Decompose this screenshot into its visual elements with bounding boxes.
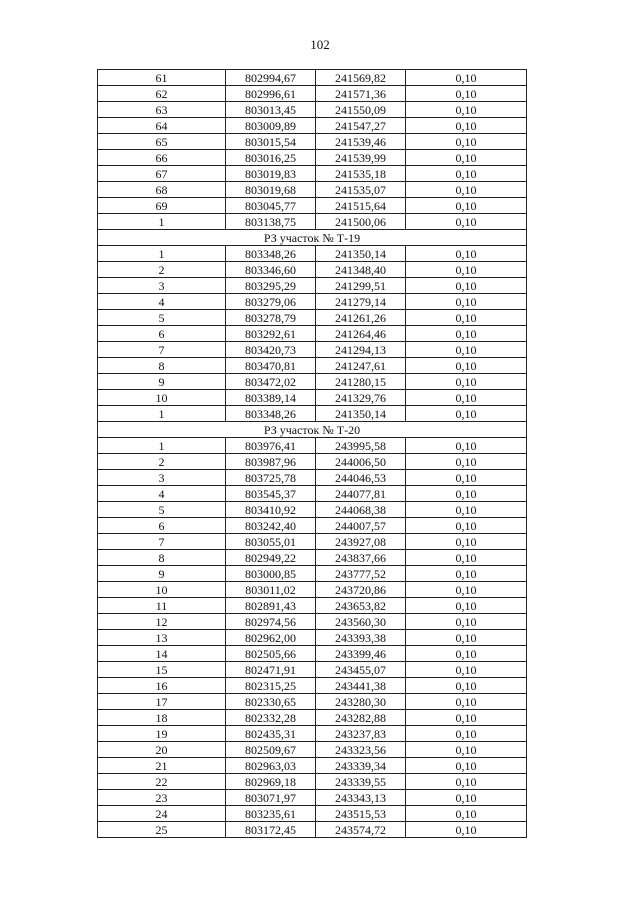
page-number: 102: [310, 37, 330, 52]
coordinate-y: 243995,58: [316, 438, 406, 454]
point-number: 2: [98, 454, 226, 470]
point-number: 5: [98, 310, 226, 326]
table-row: [98, 134, 527, 150]
point-number: 15: [98, 662, 226, 678]
coordinate-y: 243280,30: [316, 694, 406, 710]
point-number: 6: [98, 326, 226, 342]
table-row: [98, 646, 527, 662]
point-number: 8: [98, 358, 226, 374]
accuracy-value: 0,10: [406, 374, 527, 390]
coordinate-y: 243455,07: [316, 662, 406, 678]
accuracy-value: 0,10: [406, 486, 527, 502]
table-row: [98, 70, 527, 86]
point-number: 1: [98, 214, 226, 230]
accuracy-value: 0,10: [406, 454, 527, 470]
coordinate-y: 241329,76: [316, 390, 406, 406]
point-number: 19: [98, 726, 226, 742]
point-number: 10: [98, 582, 226, 598]
coordinate-y: 243339,34: [316, 758, 406, 774]
accuracy-value: 0,10: [406, 502, 527, 518]
point-number: 2: [98, 262, 226, 278]
accuracy-value: 0,10: [406, 742, 527, 758]
table-row: [98, 118, 527, 134]
point-number: 10: [98, 390, 226, 406]
coordinate-y: 241350,14: [316, 246, 406, 262]
accuracy-value: 0,10: [406, 662, 527, 678]
accuracy-value: 0,10: [406, 390, 527, 406]
coordinate-x: 802505,66: [226, 646, 316, 662]
coordinate-y: 243323,56: [316, 742, 406, 758]
coordinate-x: 802330,65: [226, 694, 316, 710]
table-row: [98, 822, 527, 838]
point-number: 13: [98, 630, 226, 646]
section-header: РЗ участок № Т-20: [98, 422, 527, 438]
point-number: 5: [98, 502, 226, 518]
coordinate-y: 244006,50: [316, 454, 406, 470]
table-row: [98, 278, 527, 294]
accuracy-value: 0,10: [406, 166, 527, 182]
coordinate-x: 803055,01: [226, 534, 316, 550]
table-row: [98, 582, 527, 598]
coordinate-y: 243339,55: [316, 774, 406, 790]
table-row: [98, 182, 527, 198]
point-number: 25: [98, 822, 226, 838]
table-row: [98, 374, 527, 390]
coordinate-x: 802963,03: [226, 758, 316, 774]
table-row: [98, 406, 527, 422]
coordinate-y: 241535,18: [316, 166, 406, 182]
accuracy-value: 0,10: [406, 550, 527, 566]
point-number: 9: [98, 374, 226, 390]
table-row: [98, 534, 527, 550]
table-row: [98, 790, 527, 806]
accuracy-value: 0,10: [406, 534, 527, 550]
coordinates-table-body: [98, 70, 527, 838]
accuracy-value: 0,10: [406, 102, 527, 118]
coordinate-x: 803242,40: [226, 518, 316, 534]
table-row: [98, 502, 527, 518]
point-number: 12: [98, 614, 226, 630]
coordinate-x: 803172,45: [226, 822, 316, 838]
section-header-row: [98, 230, 527, 246]
point-number: 1: [98, 406, 226, 422]
coordinate-x: 803013,45: [226, 102, 316, 118]
accuracy-value: 0,10: [406, 646, 527, 662]
coordinate-x: 803278,79: [226, 310, 316, 326]
table-row: [98, 342, 527, 358]
accuracy-value: 0,10: [406, 566, 527, 582]
coordinate-x: 803015,54: [226, 134, 316, 150]
accuracy-value: 0,10: [406, 790, 527, 806]
section-header-row: [98, 422, 527, 438]
table-row: [98, 262, 527, 278]
point-number: 14: [98, 646, 226, 662]
coordinate-x: 803011,02: [226, 582, 316, 598]
point-number: 4: [98, 294, 226, 310]
coordinate-x: 802969,18: [226, 774, 316, 790]
coordinate-y: 243441,38: [316, 678, 406, 694]
table-row: [98, 742, 527, 758]
coordinate-y: 241571,36: [316, 86, 406, 102]
coordinate-y: 243343,13: [316, 790, 406, 806]
coordinate-x: 803389,14: [226, 390, 316, 406]
coordinate-x: 803138,75: [226, 214, 316, 230]
accuracy-value: 0,10: [406, 342, 527, 358]
accuracy-value: 0,10: [406, 150, 527, 166]
point-number: 3: [98, 278, 226, 294]
table-row: [98, 358, 527, 374]
coordinate-x: 802471,91: [226, 662, 316, 678]
table-row: [98, 662, 527, 678]
coordinate-y: 241535,07: [316, 182, 406, 198]
point-number: 17: [98, 694, 226, 710]
table-row: [98, 806, 527, 822]
coordinate-y: 241539,46: [316, 134, 406, 150]
point-number: 23: [98, 790, 226, 806]
accuracy-value: 0,10: [406, 774, 527, 790]
point-number: 20: [98, 742, 226, 758]
point-number: 63: [98, 102, 226, 118]
accuracy-value: 0,10: [406, 598, 527, 614]
coordinate-x: 802962,00: [226, 630, 316, 646]
coordinate-x: 802891,43: [226, 598, 316, 614]
point-number: 67: [98, 166, 226, 182]
point-number: 9: [98, 566, 226, 582]
table-row: [98, 198, 527, 214]
table-row: [98, 726, 527, 742]
point-number: 21: [98, 758, 226, 774]
coordinate-x: 803016,25: [226, 150, 316, 166]
table-row: [98, 86, 527, 102]
coordinate-x: 803019,68: [226, 182, 316, 198]
accuracy-value: 0,10: [406, 726, 527, 742]
coordinate-y: 244068,38: [316, 502, 406, 518]
accuracy-value: 0,10: [406, 310, 527, 326]
point-number: 18: [98, 710, 226, 726]
coordinate-x: 802949,22: [226, 550, 316, 566]
table-row: [98, 598, 527, 614]
point-number: 7: [98, 534, 226, 550]
accuracy-value: 0,10: [406, 582, 527, 598]
table-row: [98, 454, 527, 470]
table-row: [98, 294, 527, 310]
coordinate-y: 243927,08: [316, 534, 406, 550]
table-row: [98, 166, 527, 182]
accuracy-value: 0,10: [406, 118, 527, 134]
coordinate-y: 244007,57: [316, 518, 406, 534]
coordinate-x: 803348,26: [226, 406, 316, 422]
point-number: 16: [98, 678, 226, 694]
accuracy-value: 0,10: [406, 470, 527, 486]
coordinate-y: 241261,26: [316, 310, 406, 326]
point-number: 6: [98, 518, 226, 534]
point-number: 1: [98, 438, 226, 454]
accuracy-value: 0,10: [406, 806, 527, 822]
table-row: [98, 758, 527, 774]
coordinate-y: 241294,13: [316, 342, 406, 358]
coordinate-y: 241279,14: [316, 294, 406, 310]
coordinate-x: 802332,28: [226, 710, 316, 726]
table-row: [98, 694, 527, 710]
coordinate-y: 243837,66: [316, 550, 406, 566]
coordinate-x: 802435,31: [226, 726, 316, 742]
coordinate-y: 241280,15: [316, 374, 406, 390]
coordinate-x: 803279,06: [226, 294, 316, 310]
coordinate-x: 802315,25: [226, 678, 316, 694]
coordinate-y: 243399,46: [316, 646, 406, 662]
coordinate-y: 243574,72: [316, 822, 406, 838]
point-number: 66: [98, 150, 226, 166]
coordinate-x: 803976,41: [226, 438, 316, 454]
coordinate-x: 803071,97: [226, 790, 316, 806]
coordinate-x: 803410,92: [226, 502, 316, 518]
accuracy-value: 0,10: [406, 198, 527, 214]
point-number: 11: [98, 598, 226, 614]
coordinate-x: 803009,89: [226, 118, 316, 134]
coordinate-y: 241547,27: [316, 118, 406, 134]
accuracy-value: 0,10: [406, 326, 527, 342]
table-row: [98, 326, 527, 342]
accuracy-value: 0,10: [406, 182, 527, 198]
accuracy-value: 0,10: [406, 518, 527, 534]
coordinate-x: 803420,73: [226, 342, 316, 358]
table-row: [98, 678, 527, 694]
coordinate-y: 241299,51: [316, 278, 406, 294]
coordinate-y: 244046,53: [316, 470, 406, 486]
table-row: [98, 566, 527, 582]
accuracy-value: 0,10: [406, 678, 527, 694]
point-number: 65: [98, 134, 226, 150]
coordinate-y: 241515,64: [316, 198, 406, 214]
table-row: [98, 102, 527, 118]
coordinate-y: 243777,52: [316, 566, 406, 582]
coordinate-y: 243237,83: [316, 726, 406, 742]
point-number: 62: [98, 86, 226, 102]
accuracy-value: 0,10: [406, 694, 527, 710]
coordinate-y: 241348,40: [316, 262, 406, 278]
coordinate-x: 803346,60: [226, 262, 316, 278]
coordinates-table: [97, 69, 527, 838]
accuracy-value: 0,10: [406, 614, 527, 630]
accuracy-value: 0,10: [406, 358, 527, 374]
coordinate-x: 802996,61: [226, 86, 316, 102]
accuracy-value: 0,10: [406, 214, 527, 230]
accuracy-value: 0,10: [406, 710, 527, 726]
coordinate-y: 243282,88: [316, 710, 406, 726]
coordinate-y: 244077,81: [316, 486, 406, 502]
coordinate-y: 243560,30: [316, 614, 406, 630]
point-number: 24: [98, 806, 226, 822]
coordinate-y: 241569,82: [316, 70, 406, 86]
coordinate-y: 241264,46: [316, 326, 406, 342]
point-number: 64: [98, 118, 226, 134]
coordinate-y: 243515,53: [316, 806, 406, 822]
coordinate-x: 803545,37: [226, 486, 316, 502]
accuracy-value: 0,10: [406, 822, 527, 838]
table-row: [98, 246, 527, 262]
point-number: 61: [98, 70, 226, 86]
accuracy-value: 0,10: [406, 438, 527, 454]
table-row: [98, 486, 527, 502]
table-row: [98, 710, 527, 726]
table-row: [98, 214, 527, 230]
coordinate-x: 803045,77: [226, 198, 316, 214]
coordinate-y: 241350,14: [316, 406, 406, 422]
coordinate-x: 803019,83: [226, 166, 316, 182]
accuracy-value: 0,10: [406, 758, 527, 774]
coordinate-x: 803470,81: [226, 358, 316, 374]
point-number: 68: [98, 182, 226, 198]
coordinate-x: 803295,29: [226, 278, 316, 294]
coordinate-x: 802994,67: [226, 70, 316, 86]
point-number: 4: [98, 486, 226, 502]
point-number: 3: [98, 470, 226, 486]
coordinate-x: 803235,61: [226, 806, 316, 822]
accuracy-value: 0,10: [406, 278, 527, 294]
section-header: РЗ участок № Т-19: [98, 230, 527, 246]
point-number: 7: [98, 342, 226, 358]
point-number: 69: [98, 198, 226, 214]
coordinate-y: 243393,38: [316, 630, 406, 646]
coordinate-y: 243720,86: [316, 582, 406, 598]
table-row: [98, 550, 527, 566]
accuracy-value: 0,10: [406, 294, 527, 310]
point-number: 22: [98, 774, 226, 790]
table-row: [98, 150, 527, 166]
coordinate-x: 803348,26: [226, 246, 316, 262]
accuracy-value: 0,10: [406, 134, 527, 150]
coordinate-y: 243653,82: [316, 598, 406, 614]
coordinate-y: 241247,61: [316, 358, 406, 374]
accuracy-value: 0,10: [406, 70, 527, 86]
point-number: 8: [98, 550, 226, 566]
table-row: [98, 470, 527, 486]
table-row: [98, 438, 527, 454]
coordinate-x: 803987,96: [226, 454, 316, 470]
coordinate-x: 802509,67: [226, 742, 316, 758]
table-row: [98, 630, 527, 646]
table-row: [98, 390, 527, 406]
table-row: [98, 614, 527, 630]
accuracy-value: 0,10: [406, 406, 527, 422]
point-number: 1: [98, 246, 226, 262]
accuracy-value: 0,10: [406, 262, 527, 278]
table-row: [98, 310, 527, 326]
table-row: [98, 774, 527, 790]
coordinate-x: 803725,78: [226, 470, 316, 486]
accuracy-value: 0,10: [406, 246, 527, 262]
table-row: [98, 518, 527, 534]
accuracy-value: 0,10: [406, 630, 527, 646]
coordinate-x: 803472,02: [226, 374, 316, 390]
coordinate-y: 241550,09: [316, 102, 406, 118]
coordinate-x: 803000,85: [226, 566, 316, 582]
coordinate-y: 241539,99: [316, 150, 406, 166]
coordinate-x: 802974,56: [226, 614, 316, 630]
accuracy-value: 0,10: [406, 86, 527, 102]
coordinate-x: 803292,61: [226, 326, 316, 342]
coordinate-y: 241500,06: [316, 214, 406, 230]
